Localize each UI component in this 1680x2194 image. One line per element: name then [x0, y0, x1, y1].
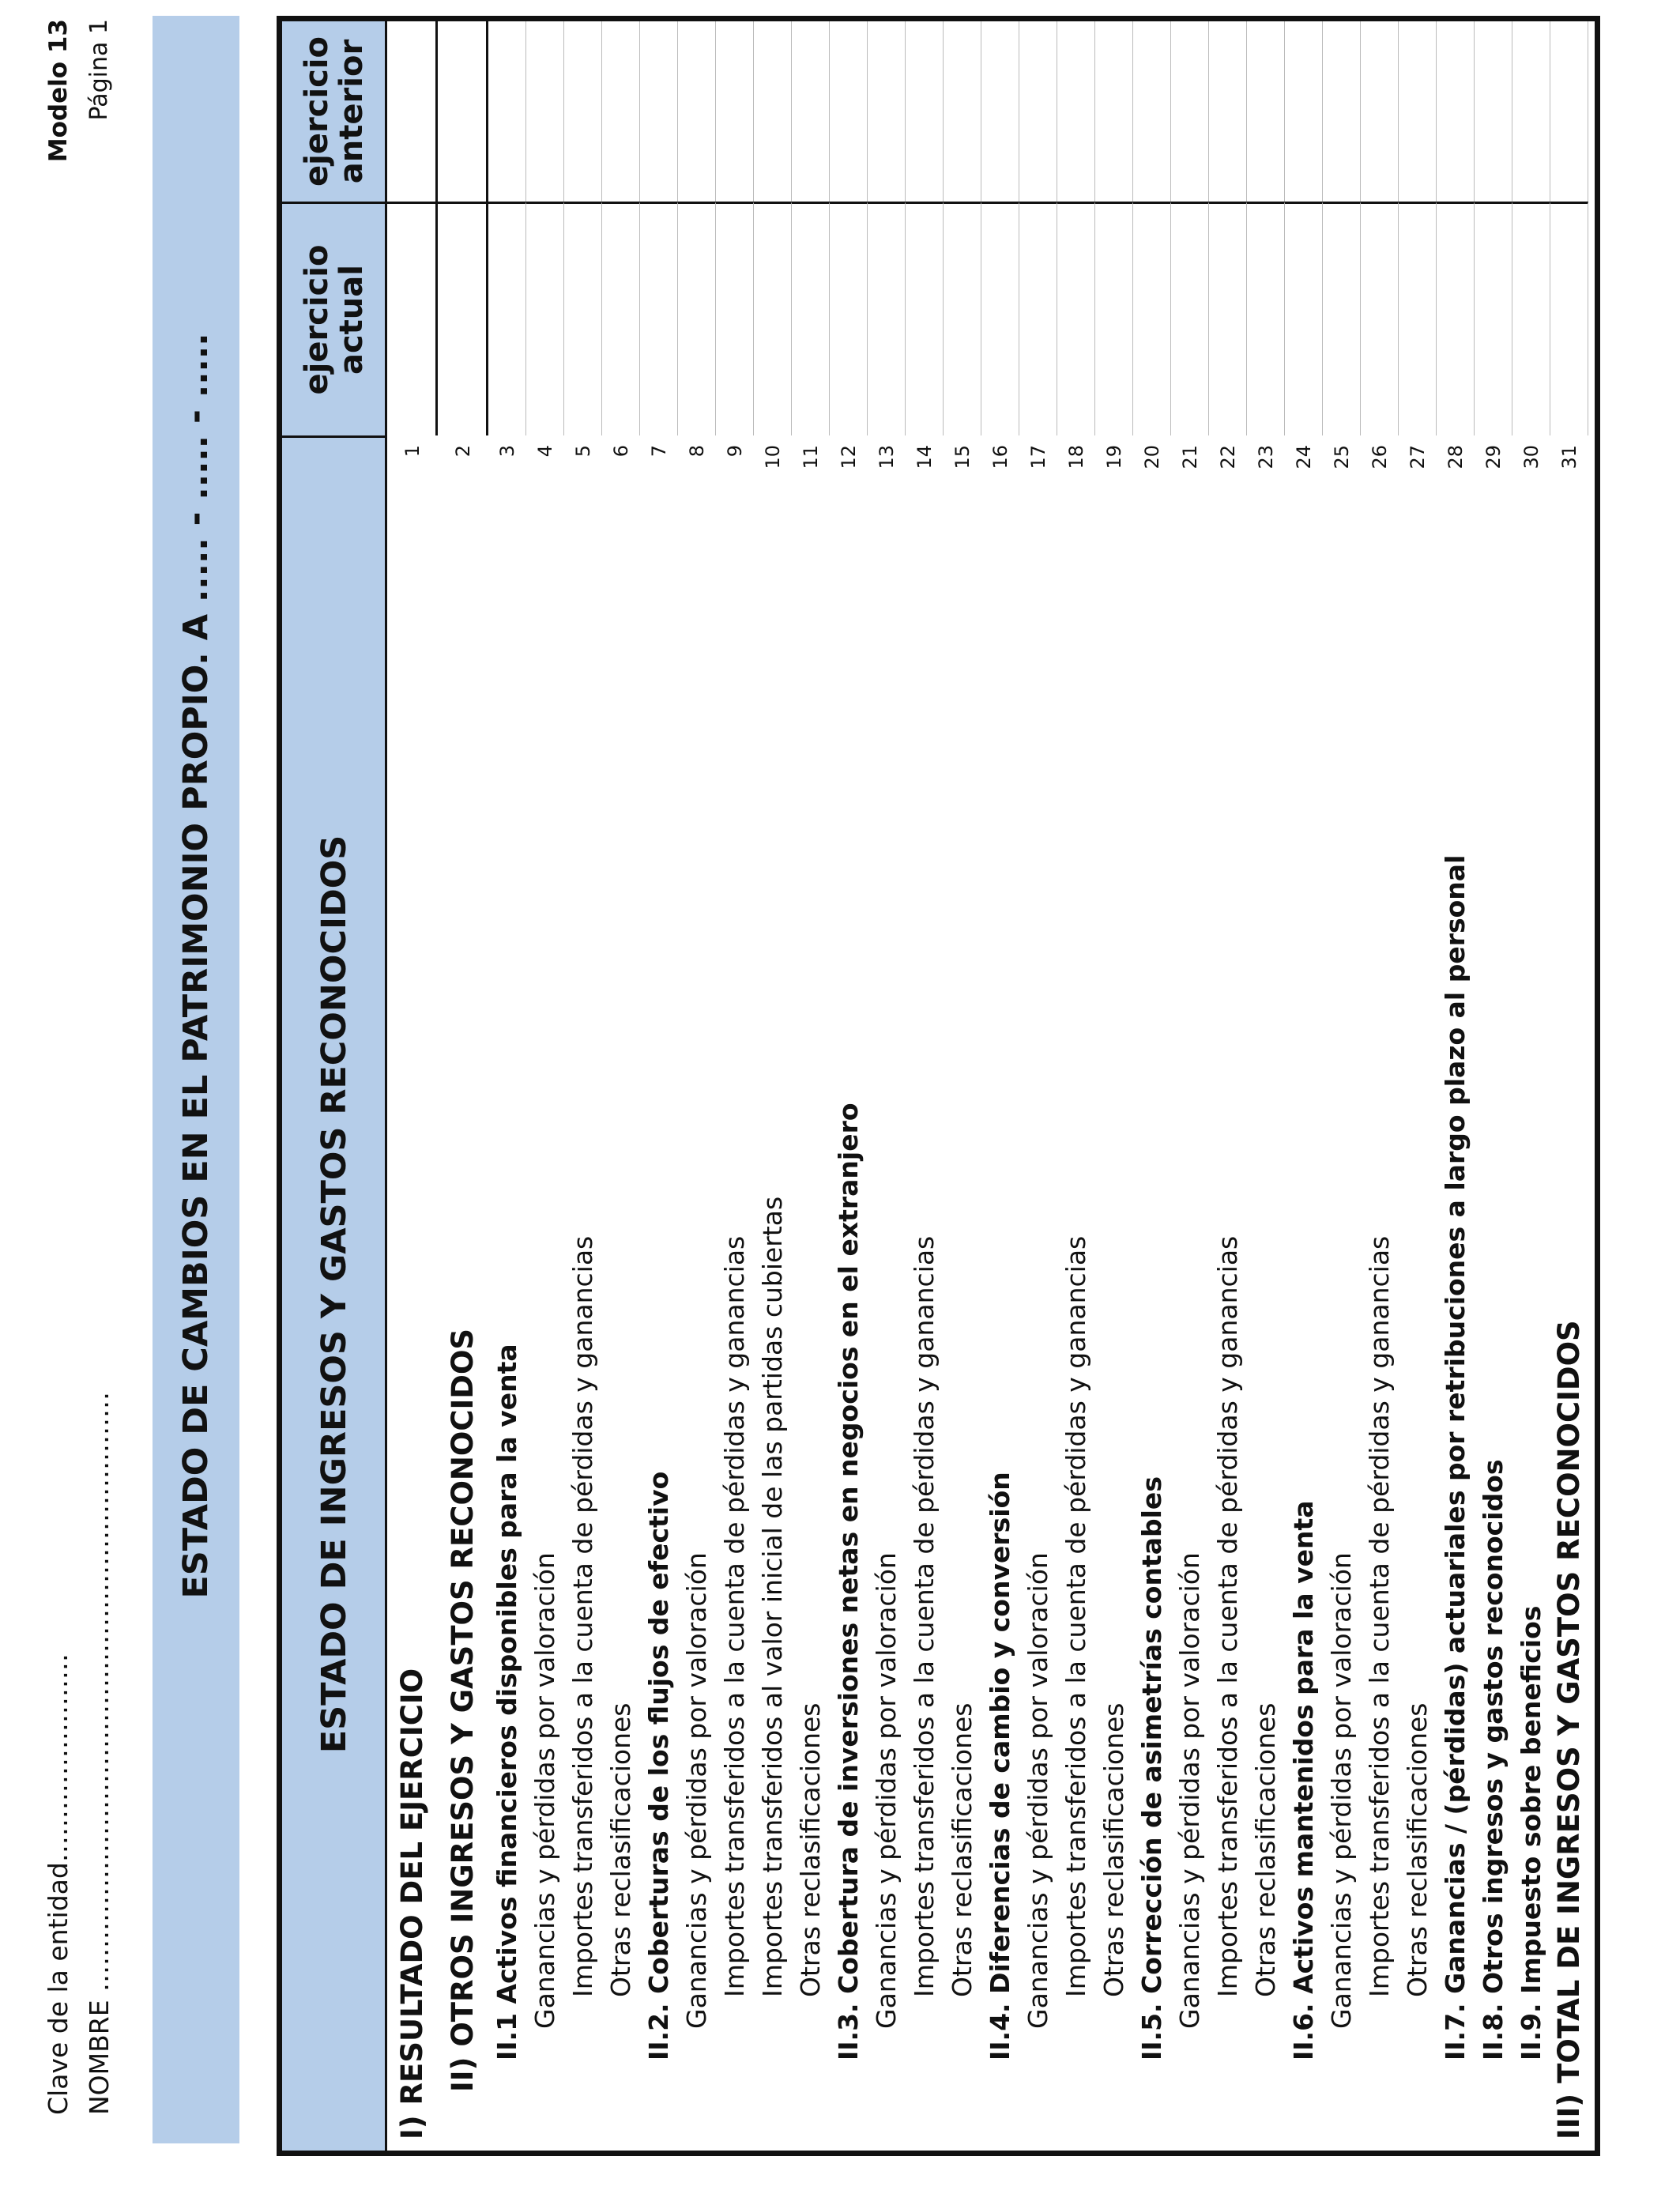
row-number: 4	[534, 445, 556, 458]
cell-ejercicio-anterior[interactable]	[1361, 21, 1399, 202]
row-number: 17	[1027, 445, 1049, 469]
cell-ejercicio-actual[interactable]	[1133, 202, 1171, 435]
row-label: Ganancias y pérdidas por valoración	[1023, 1552, 1053, 2029]
row-number: 21	[1179, 445, 1201, 469]
table-row	[1475, 21, 1512, 2151]
cell-ejercicio-anterior[interactable]	[387, 21, 438, 202]
table-row	[906, 21, 944, 2151]
title-band	[153, 16, 239, 2143]
row-number: 6	[610, 445, 632, 458]
table-header-main: ESTADO DE INGRESOS Y GASTOS RECONOCIDOS	[282, 435, 387, 2151]
cell-ejercicio-anterior[interactable]	[1285, 21, 1323, 202]
column-header-actual	[282, 202, 387, 435]
cell-ejercicio-anterior[interactable]	[1475, 21, 1512, 202]
row-label: II.7. Ganancias / (pérdidas) actuariales por retribuciones a largo plazo al personal	[1440, 854, 1471, 2060]
row-label: Importes transferidos a la cuenta de pérdidas y ganancias	[1364, 1235, 1395, 1997]
table-row	[1019, 21, 1057, 2151]
cell-ejercicio-anterior[interactable]	[438, 21, 488, 202]
row-number: 12	[838, 445, 860, 469]
cell-ejercicio-anterior[interactable]	[1247, 21, 1285, 202]
cell-ejercicio-actual[interactable]	[1171, 202, 1209, 435]
row-number: 15	[951, 445, 974, 469]
cell-ejercicio-actual[interactable]	[754, 202, 792, 435]
row-number: 28	[1445, 445, 1467, 469]
table-row	[1323, 21, 1361, 2151]
row-label: II.3. Cobertura de inversiones netas en negocios en el extranjero	[833, 1103, 864, 2060]
cell-ejercicio-actual[interactable]	[526, 202, 564, 435]
cell-ejercicio-anterior[interactable]	[1209, 21, 1247, 202]
row-label: Ganancias y pérdidas por valoración	[529, 1552, 560, 2029]
cell-ejercicio-anterior[interactable]	[754, 21, 792, 202]
row-number: 10	[762, 445, 784, 469]
page-title: ESTADO DE CAMBIOS EN EL PATRIMONIO PROPIO. A ..... - ..... - .....	[176, 333, 216, 1599]
row-number: 29	[1482, 445, 1505, 469]
table-row	[1133, 21, 1171, 2151]
table-row	[1437, 21, 1475, 2151]
row-number: 26	[1369, 445, 1391, 469]
row-label: Otras reclasificaciones	[605, 1702, 636, 1997]
row-number: 19	[1103, 445, 1125, 469]
row-number: 7	[648, 445, 670, 458]
row-number: 25	[1331, 445, 1353, 469]
row-number: 1	[401, 445, 424, 458]
cell-ejercicio-anterior[interactable]	[830, 21, 868, 202]
table-row	[564, 21, 602, 2151]
table-row	[387, 21, 438, 2151]
table-row	[830, 21, 868, 2151]
row-number: 14	[913, 445, 936, 469]
page-number: Página 1	[85, 19, 113, 121]
cell-ejercicio-actual[interactable]	[1512, 202, 1550, 435]
table-row	[1285, 21, 1323, 2151]
table-row	[678, 21, 716, 2151]
cell-ejercicio-actual[interactable]	[944, 202, 981, 435]
table-row	[640, 21, 678, 2151]
cell-ejercicio-anterior[interactable]	[1019, 21, 1057, 202]
row-number: 5	[572, 445, 594, 458]
column-header-anterior	[282, 21, 387, 202]
column-header-anterior-line2: anterior	[333, 39, 370, 184]
cell-ejercicio-anterior[interactable]	[488, 21, 526, 202]
cell-ejercicio-actual[interactable]	[1550, 202, 1588, 435]
model-number: Modelo 13	[44, 19, 73, 163]
cell-ejercicio-actual[interactable]	[830, 202, 868, 435]
row-label: Importes transferidos a la cuenta de pérdidas y ganancias	[719, 1235, 750, 1997]
row-number: 13	[876, 445, 898, 469]
cell-ejercicio-anterior[interactable]	[868, 21, 906, 202]
row-label: II.4. Diferencias de cambio y conversión	[985, 1472, 1015, 2060]
row-label: Otras reclasificaciones	[1098, 1702, 1129, 1997]
row-label: Ganancias y pérdidas por valoración	[871, 1552, 902, 2029]
row-label: II.2. Coberturas de los flujos de efectivo	[643, 1471, 674, 2060]
row-number: 16	[989, 445, 1011, 469]
row-number: 8	[686, 445, 708, 458]
row-number: 3	[496, 445, 518, 458]
row-label: I) RESULTADO DEL EJERCICIO	[395, 1668, 429, 2139]
cell-ejercicio-anterior[interactable]	[526, 21, 564, 202]
row-number: 30	[1520, 445, 1543, 469]
row-label: Ganancias y pérdidas por valoración	[1174, 1552, 1205, 2029]
row-label: Importes transferidos a la cuenta de pérdidas y ganancias	[1060, 1235, 1091, 1997]
cell-ejercicio-anterior[interactable]	[1399, 21, 1437, 202]
cell-ejercicio-actual[interactable]	[1399, 202, 1437, 435]
table-row	[1550, 21, 1588, 2151]
column-header-anterior-line1: ejercicio	[299, 36, 335, 187]
cell-ejercicio-actual[interactable]	[640, 202, 678, 435]
row-label: Otras reclasificaciones	[795, 1702, 826, 1997]
cell-ejercicio-anterior[interactable]	[944, 21, 981, 202]
cell-ejercicio-actual[interactable]	[981, 202, 1019, 435]
row-number: 22	[1217, 445, 1239, 469]
table-row	[1247, 21, 1285, 2151]
cell-ejercicio-actual[interactable]	[792, 202, 830, 435]
cell-ejercicio-actual[interactable]	[1057, 202, 1095, 435]
row-number: 31	[1558, 445, 1580, 469]
cell-ejercicio-anterior[interactable]	[1171, 21, 1209, 202]
table-row	[868, 21, 906, 2151]
cell-ejercicio-actual[interactable]	[716, 202, 754, 435]
cell-ejercicio-anterior[interactable]	[1512, 21, 1550, 202]
clave-field[interactable]: Clave de la entidad……………………	[43, 1653, 73, 2115]
cell-ejercicio-anterior[interactable]	[602, 21, 640, 202]
table-row	[1171, 21, 1209, 2151]
cell-ejercicio-anterior[interactable]	[678, 21, 716, 202]
table-row	[1057, 21, 1095, 2151]
table-row	[716, 21, 754, 2151]
cell-ejercicio-anterior[interactable]	[981, 21, 1019, 202]
cell-ejercicio-anterior[interactable]	[792, 21, 830, 202]
row-number: 18	[1065, 445, 1087, 469]
table-row	[602, 21, 640, 2151]
table-row	[526, 21, 564, 2151]
cell-ejercicio-actual[interactable]	[564, 202, 602, 435]
row-label: Importes transferidos a la cuenta de pérdidas y ganancias	[567, 1235, 598, 1997]
row-label: III) TOTAL DE INGRESOS Y GASTOS RECONOCIDOS	[1552, 1320, 1586, 2139]
cell-ejercicio-actual[interactable]	[1247, 202, 1285, 435]
cell-ejercicio-actual[interactable]	[602, 202, 640, 435]
row-number: 20	[1141, 445, 1163, 469]
row-label: Otras reclasificaciones	[1402, 1702, 1433, 1997]
table-row	[1361, 21, 1399, 2151]
row-label: II) OTROS INGRESOS Y GASTOS RECONOCIDOS	[446, 1328, 480, 2092]
cell-ejercicio-actual[interactable]	[1095, 202, 1133, 435]
cell-ejercicio-anterior[interactable]	[1057, 21, 1095, 202]
cell-ejercicio-anterior[interactable]	[1323, 21, 1361, 202]
row-label: II.9. Impuesto sobre beneficios	[1516, 1605, 1546, 2060]
cell-ejercicio-actual[interactable]	[868, 202, 906, 435]
table-row	[944, 21, 981, 2151]
row-label: II.1 Activos financieros disponibles para la venta	[492, 1344, 522, 2060]
row-label: Otras reclasificaciones	[947, 1702, 977, 1997]
table-row	[792, 21, 830, 2151]
table-row	[754, 21, 792, 2151]
cell-ejercicio-actual[interactable]	[1285, 202, 1323, 435]
table-row	[1095, 21, 1133, 2151]
cell-ejercicio-actual[interactable]	[906, 202, 944, 435]
row-number: 2	[452, 445, 474, 458]
cell-ejercicio-anterior[interactable]	[1133, 21, 1171, 202]
row-number: 11	[800, 445, 822, 469]
row-label: II.8. Otros ingresos y gastos reconocidos	[1478, 1459, 1509, 2060]
nombre-field[interactable]: NOMBRE ……………………………………………………………	[84, 1391, 115, 2115]
row-label: Otras reclasificaciones	[1250, 1702, 1281, 1997]
row-label: II.5. Corrección de asimetrías contables	[1136, 1476, 1167, 2060]
cell-ejercicio-actual[interactable]	[488, 202, 526, 435]
table-row	[981, 21, 1019, 2151]
row-number: 24	[1293, 445, 1315, 469]
column-header-actual-line1: ejercicio	[299, 244, 335, 395]
cell-ejercicio-anterior[interactable]	[1437, 21, 1475, 202]
row-number: 23	[1255, 445, 1277, 469]
row-label: II.6. Activos mantenidos para la venta	[1288, 1500, 1319, 2060]
cell-ejercicio-actual[interactable]	[1209, 202, 1247, 435]
table-row	[1209, 21, 1247, 2151]
row-label: Ganancias y pérdidas por valoración	[681, 1552, 712, 2029]
table-row	[1399, 21, 1437, 2151]
cell-ejercicio-actual[interactable]	[1475, 202, 1512, 435]
cell-ejercicio-anterior[interactable]	[716, 21, 754, 202]
row-label: Ganancias y pérdidas por valoración	[1326, 1552, 1357, 2029]
cell-ejercicio-anterior[interactable]	[564, 21, 602, 202]
cell-ejercicio-actual[interactable]	[1019, 202, 1057, 435]
table-row	[438, 21, 488, 2151]
cell-ejercicio-actual[interactable]	[1323, 202, 1361, 435]
cell-ejercicio-actual[interactable]	[438, 202, 488, 435]
row-number: 27	[1407, 445, 1429, 469]
table-row	[488, 21, 526, 2151]
column-header-actual-line2: actual	[333, 265, 370, 375]
row-label: Importes transferidos a la cuenta de pérdidas y ganancias	[909, 1235, 940, 1997]
entity-header	[38, 1392, 120, 2115]
cell-ejercicio-actual[interactable]	[1437, 202, 1475, 435]
cell-ejercicio-anterior[interactable]	[906, 21, 944, 202]
table-row	[1512, 21, 1550, 2151]
cell-ejercicio-actual[interactable]	[678, 202, 716, 435]
model-header	[38, 19, 120, 162]
cell-ejercicio-anterior[interactable]	[640, 21, 678, 202]
cell-ejercicio-anterior[interactable]	[1550, 21, 1588, 202]
cell-ejercicio-actual[interactable]	[387, 202, 438, 435]
cell-ejercicio-anterior[interactable]	[1095, 21, 1133, 202]
row-number: 9	[724, 445, 746, 458]
cell-ejercicio-actual[interactable]	[1361, 202, 1399, 435]
row-label: Importes transferidos al valor inicial de las partidas cubiertas	[757, 1196, 788, 1997]
statement-table	[277, 16, 1600, 2156]
row-label: Importes transferidos a la cuenta de pérdidas y ganancias	[1212, 1235, 1243, 1997]
